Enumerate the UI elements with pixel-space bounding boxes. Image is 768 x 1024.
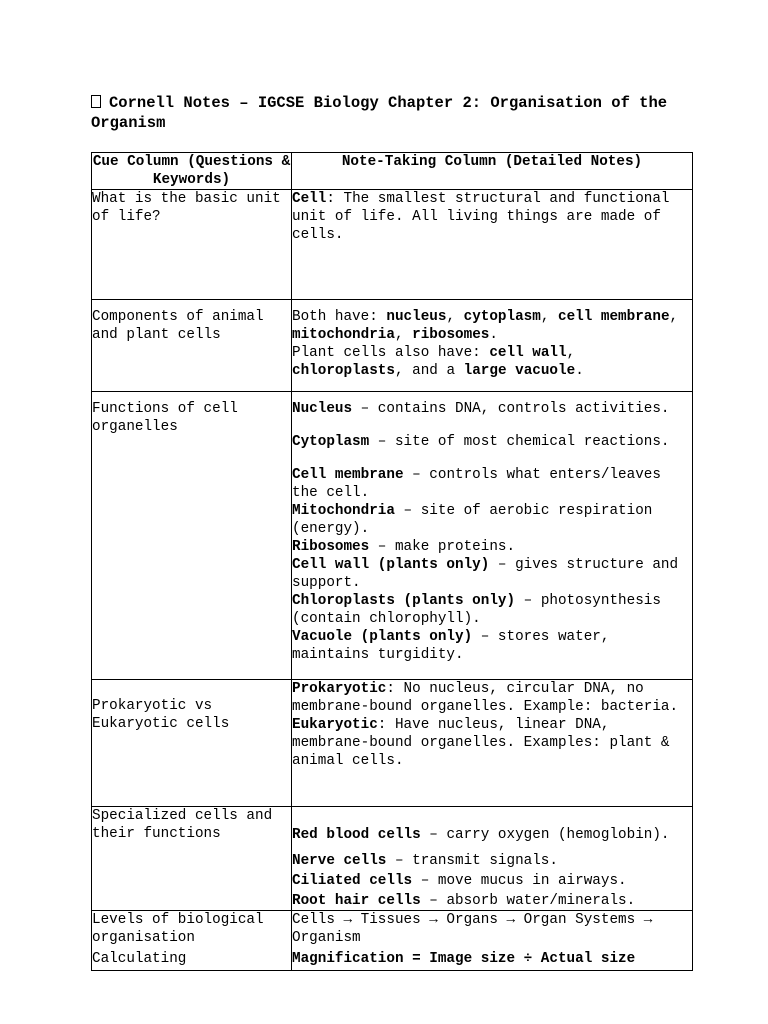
notes-column-header: Note-Taking Column (Detailed Notes) — [292, 153, 693, 190]
table-row — [92, 807, 693, 911]
table-row — [92, 680, 693, 807]
table-row — [92, 911, 693, 971]
notes-cell: Nucleus – contains DNA, controls activities. Cytoplasm – site of most chemical reactions. Cell membrane – controls what enters/leaves the cell. Mitochondria – site of aerobic respiration (energy). Ribosomes – make proteins. Cell wall (plants only) – gives structure and support. Chloroplasts (plants only) – photosynthesis (contain chlorophyll). Vacuole (plants only) – stores water, maintains turgidity. — [292, 392, 693, 680]
table-row — [92, 392, 693, 680]
notes-cell: Red blood cells – carry oxygen (hemoglobin). Nerve cells – transmit signals. Ciliated cells – move mucus in airways. Root hair cells – absorb water/minerals. — [292, 807, 693, 911]
table-row — [92, 190, 693, 300]
cue-cell: What is the basic unit of life? — [92, 190, 292, 300]
cue-cell: Levels of biological organisation Calculating — [92, 911, 292, 971]
notes-cell: Prokaryotic: No nucleus, circular DNA, no membrane-bound organelles. Example: bacteria. Eukaryotic: Have nucleus, linear DNA, membrane-bound organelles. Examples: plant & animal cells. — [292, 680, 693, 807]
page-title — [91, 93, 691, 133]
table-row — [92, 300, 693, 392]
notes-cell: Both have: nucleus, cytoplasm, cell membrane, mitochondria, ribosomes. Plant cells also have: cell wall, chloroplasts, and a large vacuole. — [292, 300, 693, 392]
table-header-row — [92, 153, 693, 190]
cue-column-header: Cue Column (Questions & Keywords) — [92, 154, 291, 188]
cue-cell: Specialized cells and their functions — [92, 807, 292, 911]
document-icon — [91, 95, 101, 108]
cue-cell: Functions of cell organelles — [92, 392, 292, 680]
notes-cell: Cells → Tissues → Organs → Organ Systems → Organism Magnification = Image size ÷ Actual size — [292, 911, 693, 971]
cue-cell: Prokaryotic vs Eukaryotic cells — [92, 680, 292, 807]
notes-cell: Cell: The smallest structural and functional unit of life. All living things are made of cells. — [292, 190, 693, 300]
page-title-text: Cornell Notes – IGCSE Biology Chapter 2: Organisation of the Organism — [91, 94, 668, 132]
cornell-notes-table — [91, 152, 693, 971]
cue-cell: Components of animal and plant cells — [92, 300, 292, 392]
